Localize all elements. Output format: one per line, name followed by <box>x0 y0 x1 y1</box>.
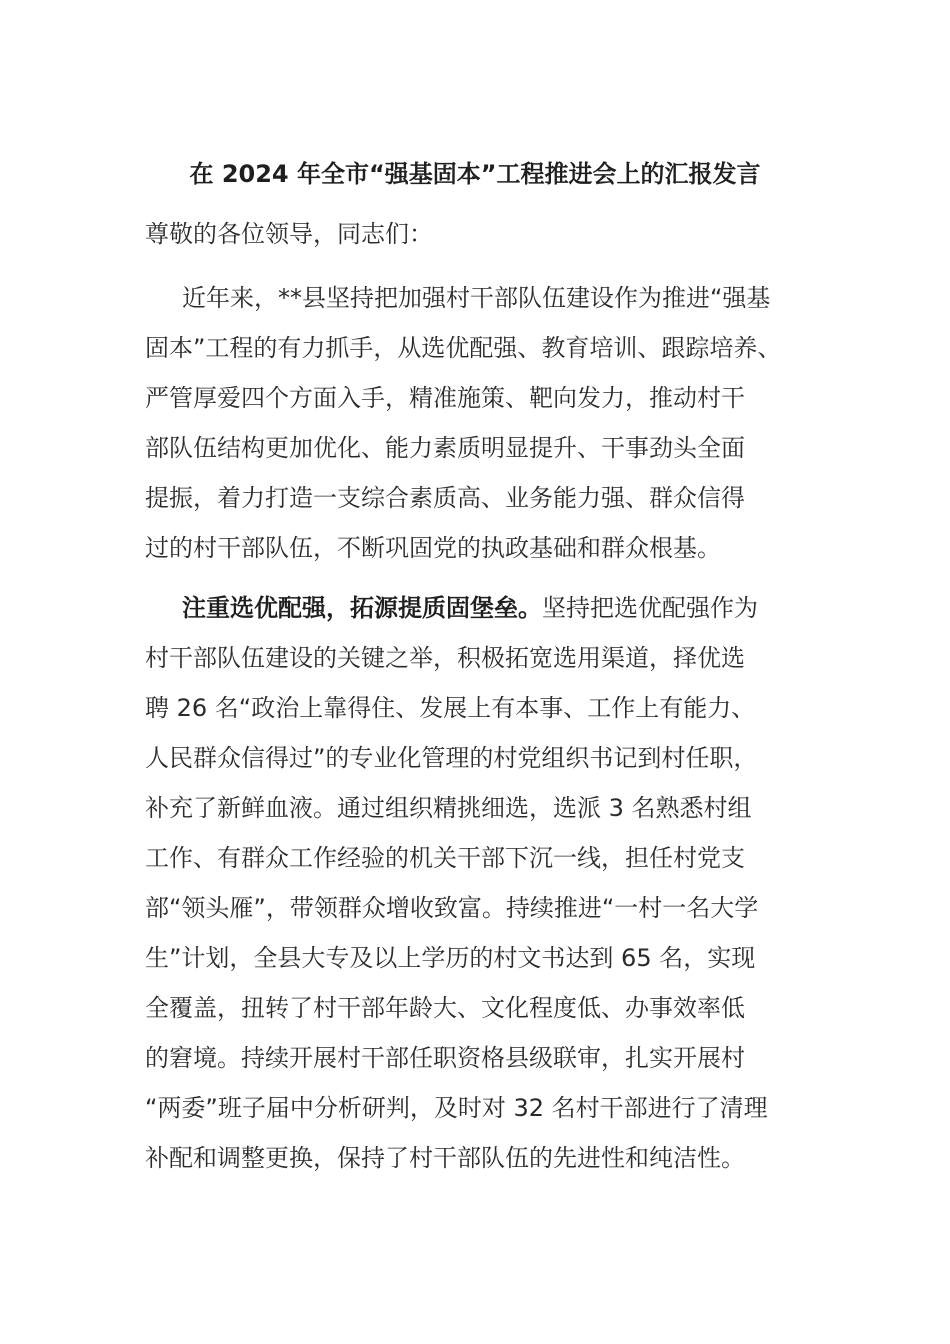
paragraph-line: 聘 26 名“政治上靠得住、发展上有本事、工作上有能力、 <box>145 694 756 722</box>
section-heading: 注重选优配强，拓源提质固堡垒。 <box>182 594 542 622</box>
paragraph-line: 固本”工程的有力抓手，从选优配强、教育培训、跟踪培养、 <box>145 334 782 362</box>
salutation: 尊敬的各位领导，同志们： <box>145 220 433 248</box>
paragraph-line: 部队伍结构更加优化、能力素质明显提升、干事劲头全面 <box>145 434 745 462</box>
paragraph-selection <box>145 588 825 1188</box>
paragraph-line: 过的村干部队伍，不断巩固党的执政基础和群众根基。 <box>145 534 721 562</box>
paragraph-line-rest: 坚持把选优配强作为 <box>542 594 758 622</box>
paragraph-first-line <box>145 588 825 638</box>
paragraph-line: 提振，着力打造一支综合素质高、业务能力强、群众信得 <box>145 484 745 512</box>
paragraph-line: 近年来，**县坚持把加强村干部队伍建设作为推进“强基 <box>182 284 771 312</box>
document-title: 在 2024 年全市“强基固本”工程推进会上的汇报发言 <box>189 160 761 188</box>
paragraph-intro <box>145 278 825 578</box>
paragraph-line: 全覆盖，扭转了村干部年龄大、文化程度低、办事效率低 <box>145 994 745 1022</box>
paragraph-line: 村干部队伍建设的关键之举，积极拓宽选用渠道，择优选 <box>145 644 745 672</box>
paragraph-line: 生”计划，全县大专及以上学历的村文书达到 65 名，实现 <box>145 944 756 972</box>
paragraph-line: 部“领头雁”，带领群众增收致富。持续推进“一村一名大学 <box>145 894 759 922</box>
paragraph-line: 人民群众信得过”的专业化管理的村党组织书记到村任职， <box>145 744 758 772</box>
paragraph-line: 补配和调整更换，保持了村干部队伍的先进性和纯洁性。 <box>145 1144 745 1172</box>
paragraph-line: 工作、有群众工作经验的机关干部下沉一线，担任村党支 <box>145 844 745 872</box>
paragraph-line: 严管厚爱四个方面入手，精准施策、靶向发力，推动村干 <box>145 384 745 412</box>
document-body <box>145 278 825 1188</box>
paragraph-line: “两委”班子届中分析研判，及时对 32 名村干部进行了清理 <box>145 1094 768 1122</box>
paragraph-line: 的窘境。持续开展村干部任职资格县级联审，扎实开展村 <box>145 1044 745 1072</box>
paragraph-line: 补充了新鲜血液。通过组织精挑细选，选派 3 名熟悉村组 <box>145 794 752 822</box>
